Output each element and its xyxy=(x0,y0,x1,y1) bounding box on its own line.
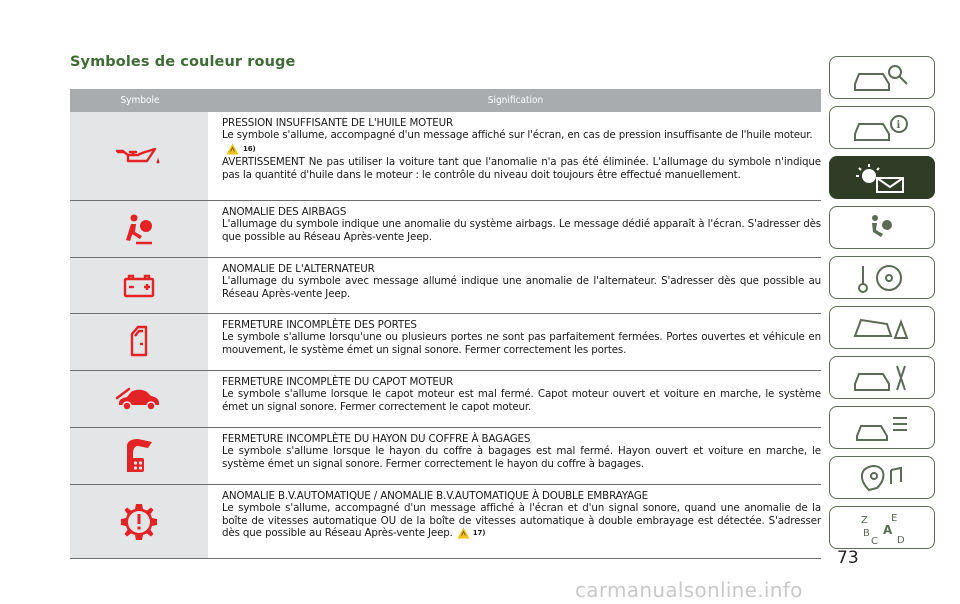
row-description xyxy=(210,371,821,427)
index-letter: C xyxy=(871,535,878,546)
row-description xyxy=(210,201,821,257)
row-text: L'allumage du symbole indique une anomalie du système airbags. Le message dédié apparaît à l'écran. S'adresser dès que possible au Réseau Après-vente Jeep. xyxy=(222,218,821,243)
alphabet-index-icon xyxy=(847,510,917,546)
row-text-body: Le symbole s'allume, accompagné d'un message affiché à l'écran et d'un signal sonore, quand une anomalie de la boîte de vitesses automatique OU de la boîte de vitesses automatique à double embrayage est détectée. S'adresser dès que possible au Réseau Après-vente Jeep. xyxy=(222,502,821,540)
hood-open-icon xyxy=(115,386,163,412)
table-row xyxy=(70,201,821,258)
symbol-cell xyxy=(70,485,210,558)
car-info-icon xyxy=(847,110,917,146)
tab-multimedia[interactable] xyxy=(829,456,935,499)
car-specs-icon xyxy=(847,410,917,446)
airbag-icon xyxy=(122,212,156,246)
watermark: carmanualsonline.info xyxy=(575,578,803,602)
table-row xyxy=(70,485,821,559)
row-text: Le symbole s'allume lorsque le capot moteur est mal fermé. Capot moteur ouvert et voiture en marche, le système émet un signal sonore. Fermer correctement le capot moteur. xyxy=(222,388,821,413)
warning-reference xyxy=(226,143,821,155)
key-steering-icon xyxy=(847,260,917,296)
tailgate-open-icon xyxy=(122,436,156,476)
oil-can-icon xyxy=(114,144,164,168)
row-text-warning: AVERTISSEMENT Ne pas utiliser la voiture tant que l'anomalie n'a pas été éliminée. L'allumage du symbole n'indique pas la quantité d'huile dans le moteur : le contrôle du niveau doit toujours être effectué manuellement. xyxy=(222,156,821,181)
index-letter: D xyxy=(897,534,905,546)
row-description xyxy=(210,485,821,558)
car-search-icon xyxy=(847,60,917,96)
row-title: ANOMALIE DE L'ALTERNATEUR xyxy=(222,263,375,275)
tab-index[interactable] xyxy=(829,506,935,549)
page-title: Symboles de couleur rouge xyxy=(70,54,296,70)
table-row xyxy=(70,112,821,201)
tab-maintenance[interactable] xyxy=(829,356,935,399)
row-description xyxy=(210,112,821,200)
row-title: ANOMALIE DES AIRBAGS xyxy=(222,206,347,218)
header-meaning: Signification xyxy=(487,95,544,106)
table-row xyxy=(70,428,821,485)
warning-reference xyxy=(457,527,486,539)
row-title: PRESSION INSUFFISANTE DE L'HUILE MOTEUR xyxy=(222,117,454,129)
tab-technical-data[interactable] xyxy=(829,406,935,449)
svg-text:i: i xyxy=(896,119,901,131)
warning-triangle-icon xyxy=(226,143,239,155)
row-text xyxy=(222,502,821,539)
row-title: FERMETURE INCOMPLÈTE DU HAYON DU COFFRE À BAGAGES xyxy=(222,433,531,445)
symbol-cell xyxy=(70,371,210,427)
tab-warning-lights[interactable] xyxy=(829,156,935,199)
tab-car-info[interactable] xyxy=(829,106,935,149)
index-letter: E xyxy=(891,512,898,524)
index-letter: A xyxy=(883,522,893,537)
row-text: Le symbole s'allume, accompagné d'un message affiché sur l'écran, en cas de pression insuffisante de l'huile moteur. xyxy=(222,129,813,142)
car-breakdown-icon xyxy=(847,310,917,346)
symbol-cell xyxy=(70,428,210,484)
row-text: Le symbole s'allume lorsqu'une ou plusieurs portes ne sont pas parfaitement fermées. Portes ouvertes et véhicule en mouvement, le système émet un signal sonore. Fermer correctement les portes. xyxy=(222,331,821,356)
row-text: Le symbole s'allume lorsque le hayon du coffre à bagages est mal fermé. Hayon ouvert et voiture en marche, le système émet un signal sonore. Fermer correctement le hayon du coffre à bagages. xyxy=(222,445,821,470)
index-letter: Z xyxy=(861,514,868,526)
table-header xyxy=(70,89,821,112)
tab-emergency[interactable] xyxy=(829,306,935,349)
car-tools-icon xyxy=(847,360,917,396)
header-symbol: Symbole xyxy=(120,95,160,106)
row-text: L'allumage du symbole avec message allumé indique une anomalie de l'alternateur. S'adresser dès que possible au Réseau Après-vente Jeep. xyxy=(222,275,821,300)
symbol-cell xyxy=(70,258,210,313)
page-number: 73 xyxy=(837,548,859,568)
tab-starting-driving[interactable] xyxy=(829,256,935,299)
warning-triangle-icon xyxy=(457,527,470,539)
table-row xyxy=(70,314,821,371)
warning-light-message-icon xyxy=(847,160,917,196)
airbag-seat-icon xyxy=(847,210,917,246)
tab-car-search[interactable] xyxy=(829,56,935,99)
multimedia-icon xyxy=(847,460,917,496)
row-title: ANOMALIE B.V.AUTOMATIQUE / ANOMALIE B.V.AUTOMATIQUE À DOUBLE EMBRAYAGE xyxy=(222,490,648,502)
table-row xyxy=(70,258,821,314)
door-open-icon xyxy=(126,324,152,360)
index-letter: B xyxy=(863,527,870,539)
warning-ref-number: 16) xyxy=(243,144,256,153)
symbol-cell xyxy=(70,314,210,370)
row-description xyxy=(210,258,821,313)
transmission-fault-icon xyxy=(119,502,159,542)
tab-safety[interactable] xyxy=(829,206,935,249)
row-description xyxy=(210,314,821,370)
row-title: FERMETURE INCOMPLÈTE DU CAPOT MOTEUR xyxy=(222,376,454,388)
chapter-sidebar xyxy=(829,56,935,556)
battery-icon xyxy=(122,273,156,299)
symbol-cell xyxy=(70,112,210,200)
warning-ref-number: 17) xyxy=(472,529,486,538)
symbols-table xyxy=(70,89,821,559)
table-row xyxy=(70,371,821,428)
row-title: FERMETURE INCOMPLÈTE DES PORTES xyxy=(222,319,417,331)
symbol-cell xyxy=(70,201,210,257)
row-description xyxy=(210,428,821,484)
